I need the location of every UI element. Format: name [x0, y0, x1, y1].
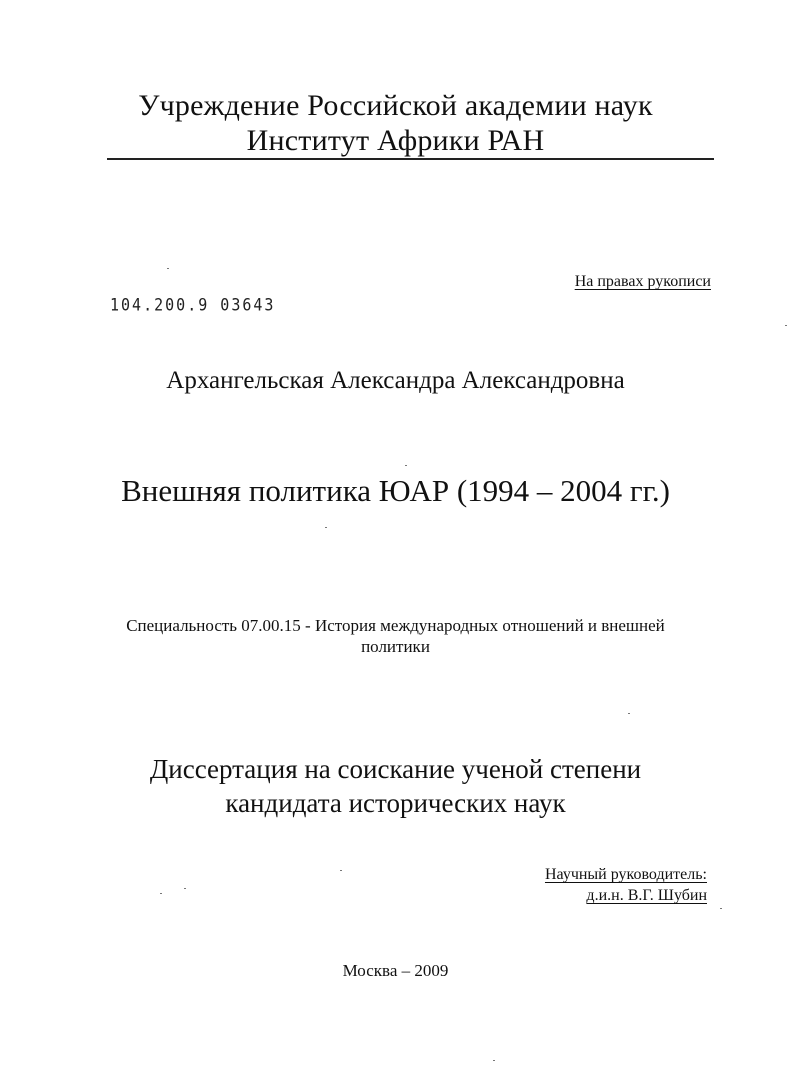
- specialty-line-1: Специальность 07.00.15 - История международных отношений и внешней: [126, 616, 665, 635]
- scan-speck: [167, 268, 169, 269]
- header-divider: [107, 158, 714, 160]
- advisor-label: Научный руководитель:: [544, 866, 707, 883]
- place-and-year: Москва – 2009: [342, 961, 449, 980]
- scan-speck: [160, 893, 162, 894]
- scan-speck: [493, 1060, 495, 1061]
- registration-stamp: 104.200.9 03643: [110, 294, 276, 316]
- institution-name: Учреждение Российской академии наук: [138, 89, 653, 122]
- author-name: Архангельская Александра Александровна: [166, 367, 625, 394]
- scan-speck: [184, 888, 186, 889]
- scan-speck: [720, 908, 722, 909]
- specialty-line-2: политики: [361, 637, 430, 656]
- scan-speck: [405, 465, 407, 466]
- manuscript-note: На правах рукописи: [574, 273, 711, 290]
- scan-speck: [325, 527, 327, 528]
- scan-speck: [628, 713, 630, 714]
- institute-name: Институт Африки РАН: [246, 124, 545, 157]
- degree-line-1: Диссертация на соискание ученой степени: [149, 754, 642, 784]
- scan-speck: [340, 870, 342, 871]
- dissertation-title: Внешняя политика ЮАР (1994 – 2004 гг.): [121, 473, 670, 508]
- advisor-name: д.и.н. В.Г. Шубин: [586, 887, 707, 904]
- scan-speck: [785, 325, 787, 326]
- degree-line-2: кандидата исторических наук: [225, 788, 566, 818]
